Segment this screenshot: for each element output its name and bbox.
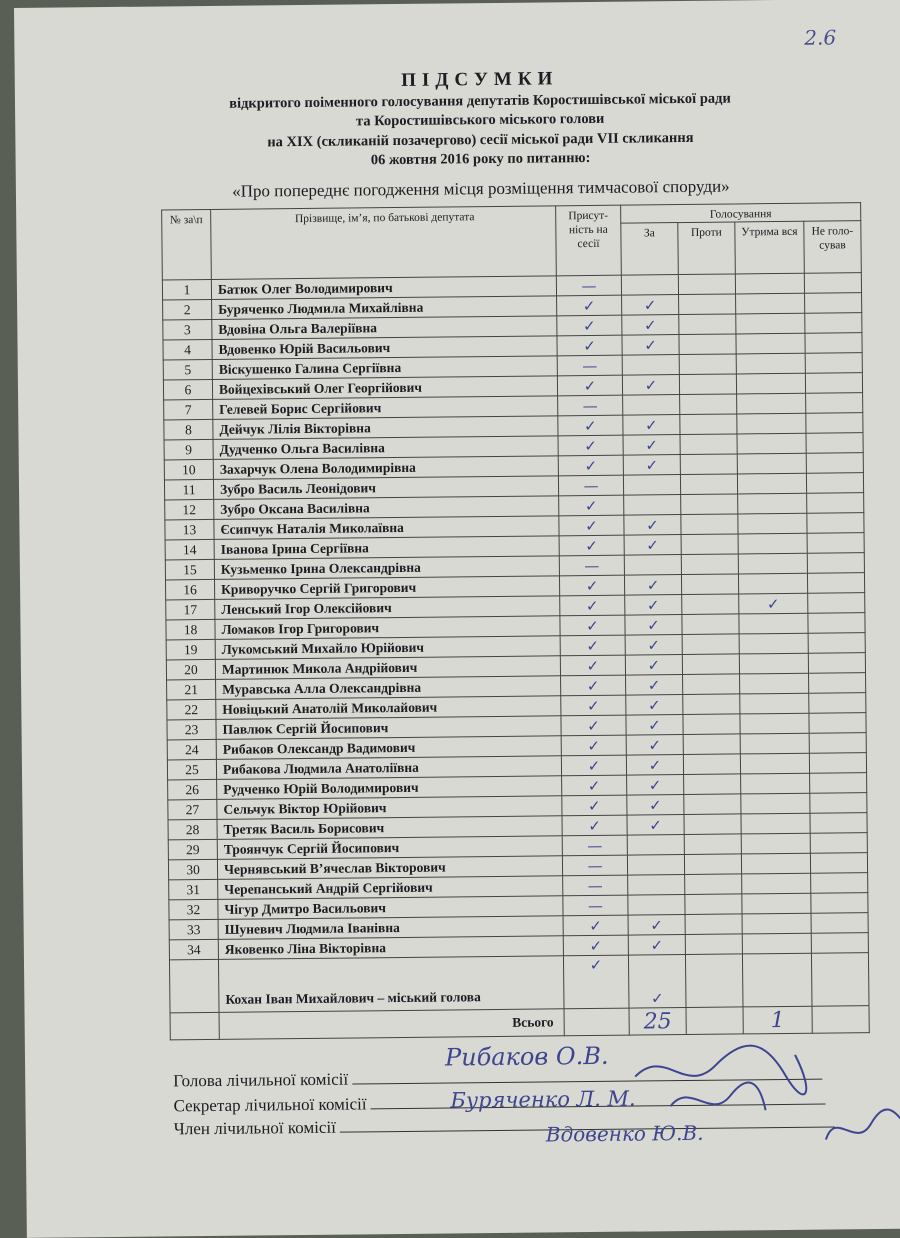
vote-for-mark: ✓ (623, 435, 680, 456)
row-number: 8 (164, 419, 213, 440)
vote-for-mark: ✓ (625, 595, 682, 616)
row-number: 32 (169, 899, 218, 920)
vote-abstain-mark (737, 473, 806, 494)
vote-for-mark: ✓ (626, 755, 683, 776)
title-line-2: та Коростишівського міського голови (355, 110, 605, 130)
presence-mark: ✓ (559, 495, 624, 516)
presence-mark: ✓ (561, 695, 626, 716)
deputy-name: Ленський Ігор Олексійович (215, 596, 560, 620)
vote-against-mark (681, 534, 738, 555)
header-name: Прізвище, ім’я, по батькові депутата (211, 206, 557, 280)
member-handwritten-name: Вдовенко Ю.В. (545, 1120, 704, 1147)
vote-against-mark (683, 694, 740, 715)
vote-abstain-mark (742, 873, 811, 894)
title-line-1: відкритого поіменного голосування депутатів Коростишівської міської ради (229, 90, 731, 112)
row-number: 23 (167, 719, 216, 740)
vote-against-mark (681, 494, 738, 515)
vote-against-mark (680, 434, 737, 455)
deputy-name: Віскушенко Галина Сергіївна (212, 356, 557, 380)
member-label: Член лічильної комісії (173, 1117, 336, 1139)
row-number: 30 (168, 859, 217, 880)
row-number: 33 (169, 919, 218, 940)
header-abstain: Утрима вся (735, 221, 805, 274)
total-for: 25 (629, 1008, 686, 1036)
vote-for-mark (621, 275, 678, 296)
vote-not-voted-mark (806, 473, 863, 494)
vote-for-mark (622, 355, 679, 376)
row-number: 9 (164, 439, 213, 460)
row-number: 2 (163, 299, 212, 320)
vote-against-mark (679, 354, 736, 375)
vote-abstain-mark (736, 333, 805, 354)
vote-not-voted-mark (809, 713, 866, 734)
presence-mark: — (557, 355, 622, 376)
table-body (162, 273, 868, 960)
deputy-name: Дейчук Лілія Вікторівна (213, 416, 558, 440)
deputy-name: Шуневич Людмила Іванівна (218, 916, 563, 940)
vote-abstain-mark (741, 813, 810, 834)
vote-not-voted-mark (810, 813, 867, 834)
deputy-name: Сельчук Віктор Юрійович (217, 796, 562, 820)
vote-not-voted-mark (808, 653, 865, 674)
vote-for-mark (627, 835, 684, 856)
deputy-name: Мартинюк Микола Андрійович (215, 656, 560, 680)
vote-for-mark: ✓ (626, 695, 683, 716)
deputy-name: Черепанський Андрій Сергійович (218, 876, 563, 900)
presence-mark: ✓ (560, 595, 625, 616)
deputy-name: Захарчук Олена Володимирівна (213, 456, 558, 480)
deputy-name: Новіцький Анатолій Миколайович (216, 696, 561, 720)
row-number: 24 (167, 739, 216, 760)
presence-mark: ✓ (562, 775, 627, 796)
voting-table (161, 202, 870, 1040)
presence-mark: ✓ (562, 815, 627, 836)
secretary-label: Секретар лічильної комісії (173, 1094, 367, 1116)
vote-against-mark (685, 914, 742, 935)
presence-mark: — (558, 475, 623, 496)
vote-against-mark (680, 454, 737, 475)
vote-abstain-mark (741, 833, 810, 854)
vote-abstain-mark (738, 493, 807, 514)
vote-against-mark (683, 674, 740, 695)
vote-abstain-mark (737, 413, 806, 434)
total-num (170, 1012, 219, 1040)
deputy-name: Гелевей Борис Сергійович (213, 396, 558, 420)
vote-against-mark (684, 854, 741, 875)
vote-not-voted-mark (806, 413, 863, 434)
vote-against-mark (679, 374, 736, 395)
vote-abstain-mark (740, 753, 809, 774)
row-number: 3 (163, 319, 212, 340)
vote-for-mark: ✓ (622, 295, 679, 316)
presence-mark: ✓ (557, 375, 622, 396)
vote-abstain-mark (739, 633, 808, 654)
total-abstain: 1 (743, 1006, 812, 1034)
vote-abstain-mark (740, 733, 809, 754)
vote-not-voted-mark (805, 313, 862, 334)
deputy-name: Муравська Алла Олександрівна (216, 676, 561, 700)
vote-abstain-mark (738, 513, 807, 534)
presence-mark: — (556, 275, 621, 296)
vote-for-mark: ✓ (628, 935, 685, 956)
presence-mark: — (558, 395, 623, 416)
row-number: 21 (167, 679, 216, 700)
vote-abstain-mark (741, 773, 810, 794)
row-number: 34 (169, 939, 218, 960)
vote-against-mark (679, 334, 736, 355)
vote-for-mark (628, 875, 685, 896)
vote-not-voted-mark (810, 833, 867, 854)
deputy-name: Зубро Оксана Василівна (214, 496, 559, 520)
vote-not-voted-mark (808, 593, 865, 614)
vote-against-mark (680, 394, 737, 415)
vote-against-mark (684, 814, 741, 835)
row-number: 11 (164, 479, 213, 500)
row-number: 27 (168, 799, 217, 820)
deputy-name: Троянчук Сергій Йосипович (217, 836, 562, 860)
deputy-name: Батюк Олег Володимирович (211, 276, 556, 300)
header-presence: Присут-ність на сесії (556, 205, 622, 276)
document-page (14, 0, 900, 1238)
deputy-name: Рибаков Олександр Вадимович (216, 736, 561, 760)
vote-against-mark (680, 474, 737, 495)
title-line-3: на XIX (скликаній позачергово) сесії міської ради VII скликання (267, 129, 694, 151)
vote-not-voted-mark (809, 673, 866, 694)
row-number: 6 (163, 379, 212, 400)
row-number: 12 (165, 499, 214, 520)
vote-for-mark (624, 555, 681, 576)
member-signature-scribble (815, 1098, 900, 1159)
vote-not-voted-mark (810, 793, 867, 814)
vote-against-mark (682, 614, 739, 635)
vote-for-mark: ✓ (627, 815, 684, 836)
presence-mark: — (562, 835, 627, 856)
vote-for-mark: ✓ (627, 795, 684, 816)
vote-not-voted-mark (811, 933, 868, 954)
row-number: 18 (166, 619, 215, 640)
deputy-name: Іванова Ірина Сергіївна (214, 536, 559, 560)
vote-for-mark: ✓ (622, 335, 679, 356)
row-number: 1 (162, 279, 211, 300)
vote-against-mark (681, 514, 738, 535)
deputy-name: Чернявський В’ячеслав Вікторович (217, 856, 562, 880)
row-number: 15 (165, 559, 214, 580)
vote-abstain-mark (740, 693, 809, 714)
mayor-against (685, 954, 743, 1008)
deputy-name: Вдовіна Ольга Валеріївна (212, 316, 557, 340)
row-number: 10 (164, 459, 213, 480)
vote-for-mark: ✓ (627, 775, 684, 796)
vote-abstain-mark (740, 673, 809, 694)
vote-not-voted-mark (810, 773, 867, 794)
secretary-signature-scribble (665, 1080, 775, 1121)
row-number: 16 (165, 579, 214, 600)
vote-against-mark (685, 934, 742, 955)
row-number: 28 (168, 819, 217, 840)
vote-not-voted-mark (807, 513, 864, 534)
vote-for-mark: ✓ (625, 635, 682, 656)
vote-for-mark (627, 855, 684, 876)
row-number: 22 (167, 699, 216, 720)
vote-not-voted-mark (809, 693, 866, 714)
row-number: 13 (165, 519, 214, 540)
vote-for-mark: ✓ (626, 675, 683, 696)
header-for: За (621, 223, 679, 276)
presence-mark: ✓ (558, 415, 623, 436)
header-num: № за\п (162, 209, 212, 280)
presence-mark: ✓ (558, 455, 623, 476)
vote-for-mark: ✓ (628, 915, 685, 936)
vote-against-mark (683, 734, 740, 755)
vote-for-mark (623, 475, 680, 496)
presence-mark: — (563, 895, 628, 916)
vote-against-mark (682, 594, 739, 615)
vote-against-mark (679, 314, 736, 335)
mayor-name: Кохан Іван Михайлович – міський голова (218, 956, 564, 1013)
presence-mark: ✓ (562, 795, 627, 816)
deputy-name: Вдовенко Юрій Васильович (212, 336, 557, 360)
deputy-name: Третяк Василь Борисович (217, 816, 562, 840)
header-voting: Голосування (621, 203, 861, 224)
vote-against-mark (679, 294, 736, 315)
vote-abstain-mark (737, 393, 806, 414)
presence-mark: ✓ (557, 335, 622, 356)
vote-for-mark: ✓ (624, 535, 681, 556)
row-number: 17 (166, 599, 215, 620)
vote-not-voted-mark (805, 373, 862, 394)
vote-abstain-mark (736, 293, 805, 314)
vote-against-mark (681, 554, 738, 575)
vote-not-voted-mark (804, 273, 861, 294)
row-number: 7 (164, 399, 213, 420)
vote-abstain-mark (740, 713, 809, 734)
deputy-name: Дудченко Ольга Василівна (213, 436, 558, 460)
vote-against-mark (683, 754, 740, 775)
presence-mark: ✓ (560, 615, 625, 636)
row-number: 4 (163, 339, 212, 360)
vote-abstain-mark (736, 373, 805, 394)
vote-for-mark (623, 395, 680, 416)
presence-mark: ✓ (563, 915, 628, 936)
chair-label: Голова лічильної комісії (173, 1069, 349, 1091)
deputy-name: Яковенко Ліна Вікторівна (218, 936, 563, 960)
mayor-not-voted (811, 953, 869, 1007)
vote-for-mark: ✓ (622, 375, 679, 396)
mayor-row (169, 953, 869, 1013)
vote-not-voted-mark (807, 573, 864, 594)
deputy-name: Єсипчук Наталія Миколаївна (214, 516, 559, 540)
vote-against-mark (684, 774, 741, 795)
vote-abstain-mark (738, 533, 807, 554)
vote-for-mark: ✓ (624, 575, 681, 596)
total-presence (564, 1008, 629, 1036)
deputy-name: Криворучко Сергій Григорович (214, 576, 559, 600)
vote-abstain-mark (738, 553, 807, 574)
vote-for-mark: ✓ (626, 715, 683, 736)
vote-not-voted-mark (811, 913, 868, 934)
row-number: 26 (168, 779, 217, 800)
vote-abstain-mark (735, 273, 804, 294)
vote-for-mark (624, 495, 681, 516)
vote-abstain-mark (739, 653, 808, 674)
vote-against-mark (678, 274, 735, 295)
presence-mark: ✓ (560, 635, 625, 656)
presence-mark: ✓ (559, 575, 624, 596)
page-number: 2.6 (804, 25, 837, 50)
presence-mark: ✓ (561, 755, 626, 776)
vote-not-voted-mark (807, 553, 864, 574)
vote-not-voted-mark (809, 753, 866, 774)
vote-abstain-mark (736, 353, 805, 374)
vote-for-mark: ✓ (625, 615, 682, 636)
vote-abstain-mark (737, 433, 806, 454)
vote-abstain-mark (742, 933, 811, 954)
vote-not-voted-mark (810, 853, 867, 874)
vote-against-mark (682, 654, 739, 675)
row-number: 5 (163, 359, 212, 380)
row-number: 14 (165, 539, 214, 560)
presence-mark: ✓ (559, 515, 624, 536)
presence-mark: — (559, 555, 624, 576)
total-label: Всього (219, 1009, 564, 1040)
vote-abstain-mark: ✓ (739, 593, 808, 614)
vote-abstain-mark (736, 313, 805, 334)
presence-mark: — (562, 855, 627, 876)
vote-abstain-mark (739, 613, 808, 634)
vote-not-voted-mark (809, 733, 866, 754)
deputy-name: Павлюк Сергій Йосипович (216, 716, 561, 740)
vote-not-voted-mark (806, 393, 863, 414)
vote-not-voted-mark (805, 353, 862, 374)
deputy-name: Войцехівський Олег Георгійович (212, 376, 557, 400)
secretary-handwritten-name: Буряченко Л. М. (450, 1086, 636, 1113)
row-number: 20 (166, 659, 215, 680)
vote-against-mark (684, 834, 741, 855)
vote-for-mark: ✓ (625, 655, 682, 676)
vote-against-mark (681, 574, 738, 595)
vote-for-mark (628, 895, 685, 916)
header-against: Проти (678, 222, 736, 275)
presence-mark: ✓ (557, 295, 622, 316)
total-against (686, 1007, 743, 1035)
chair-handwritten-name: Рибаков О.В. (444, 1041, 609, 1072)
mayor-abstain (742, 953, 812, 1007)
vote-for-mark: ✓ (626, 735, 683, 756)
vote-abstain-mark (741, 793, 810, 814)
deputy-name: Буряченко Людмила Михайлівна (212, 296, 557, 320)
deputy-name: Ломаков Ігор Григорович (215, 616, 560, 640)
vote-not-voted-mark (806, 433, 863, 454)
presence-mark: — (563, 875, 628, 896)
vote-for-mark: ✓ (622, 315, 679, 336)
header-not-voted: Не голо-сував (804, 221, 862, 274)
presence-mark: ✓ (561, 735, 626, 756)
vote-against-mark (682, 634, 739, 655)
vote-abstain-mark (738, 573, 807, 594)
mayor-presence: ✓ (563, 955, 629, 1009)
vote-for-mark: ✓ (624, 515, 681, 536)
row-number: 25 (167, 759, 216, 780)
vote-not-voted-mark (808, 613, 865, 634)
presence-mark: ✓ (561, 675, 626, 696)
vote-not-voted-mark (805, 333, 862, 354)
vote-against-mark (685, 894, 742, 915)
row-number: 29 (168, 839, 217, 860)
deputy-name: Лукомський Михайло Юрійович (215, 636, 560, 660)
vote-not-voted-mark (808, 633, 865, 654)
vote-not-voted-mark (806, 453, 863, 474)
row-number: 31 (169, 879, 218, 900)
vote-for-mark: ✓ (623, 415, 680, 436)
vote-abstain-mark (742, 913, 811, 934)
vote-against-mark (685, 874, 742, 895)
presence-mark: ✓ (560, 655, 625, 676)
vote-against-mark (683, 714, 740, 735)
deputy-name: Рибакова Людмила Анатоліївна (216, 756, 561, 780)
presence-mark: ✓ (563, 935, 628, 956)
vote-not-voted-mark (807, 533, 864, 554)
vote-not-voted-mark (811, 873, 868, 894)
presence-mark: ✓ (561, 715, 626, 736)
vote-not-voted-mark (805, 293, 862, 314)
vote-not-voted-mark (807, 493, 864, 514)
vote-abstain-mark (737, 453, 806, 474)
vote-not-voted-mark (811, 893, 868, 914)
presence-mark: ✓ (558, 435, 623, 456)
deputy-name: Чігур Дмитро Васильович (218, 896, 563, 920)
document-title: ПІДСУМКИ (401, 68, 559, 91)
vote-for-mark: ✓ (623, 455, 680, 476)
vote-abstain-mark (741, 853, 810, 874)
presence-mark: ✓ (557, 315, 622, 336)
deputy-name: Зубро Василь Леонідович (213, 476, 558, 500)
deputy-name: Кузьменко Ірина Олександрівна (214, 556, 559, 580)
title-line-4: 06 жовтня 2016 року по питанню: (370, 149, 591, 169)
vote-subject: «Про попереднє погодження місця розміщення тимчасової споруди» (232, 176, 730, 201)
vote-against-mark (680, 414, 737, 435)
total-not-voted (812, 1006, 869, 1034)
vote-abstain-mark (742, 893, 811, 914)
vote-against-mark (684, 794, 741, 815)
row-number: 19 (166, 639, 215, 660)
presence-mark: ✓ (559, 535, 624, 556)
deputy-name: Рудченко Юрій Володимирович (217, 776, 562, 800)
mayor-for: ✓ (628, 955, 686, 1009)
mayor-num (169, 959, 219, 1013)
